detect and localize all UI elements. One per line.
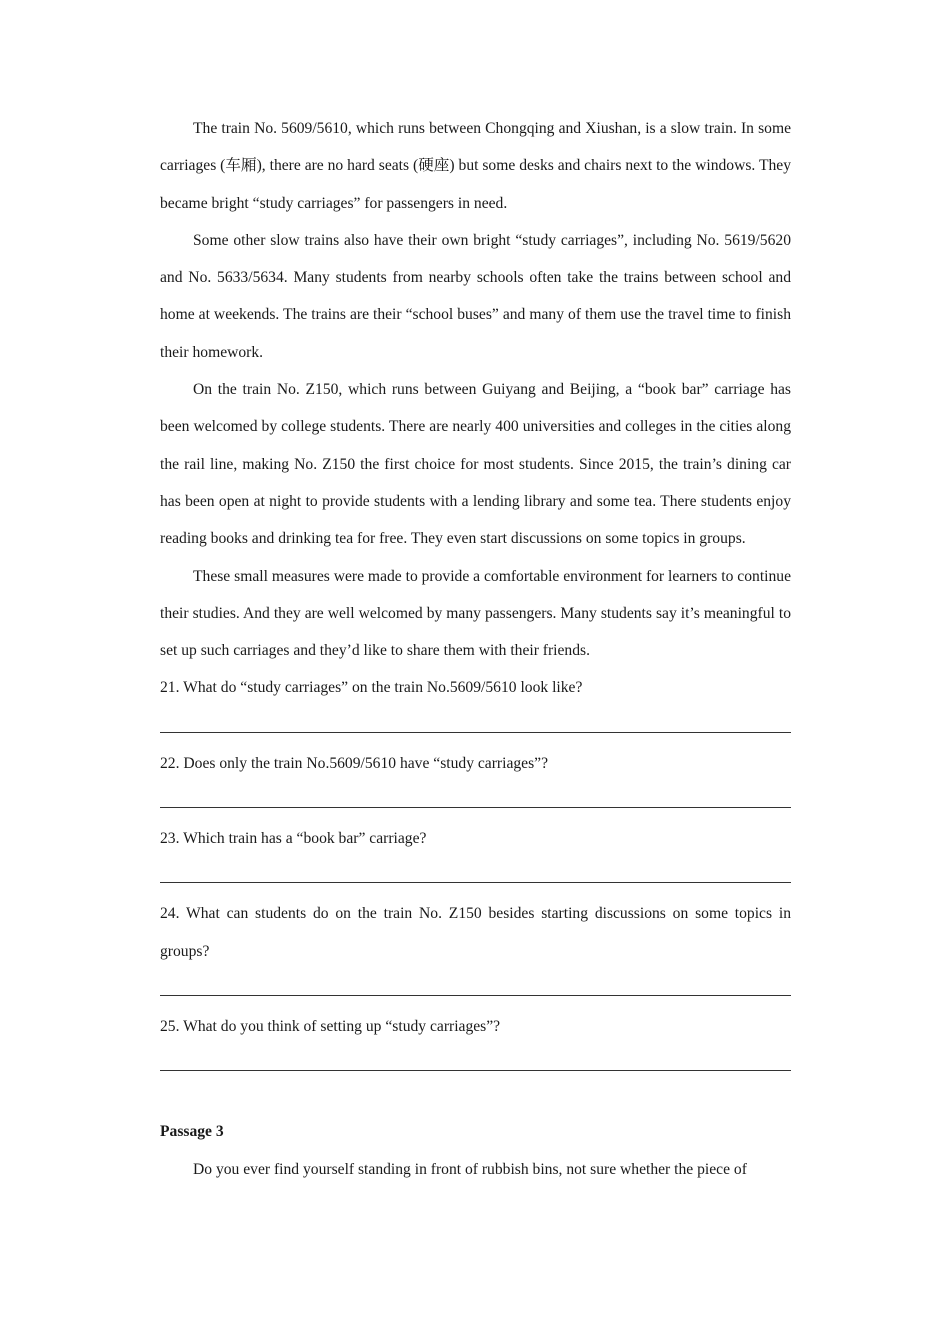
question-22: 22. Does only the train No.5609/5610 have “study carriages”? xyxy=(160,754,549,772)
answer-line-21[interactable] xyxy=(160,732,791,733)
question-25: 25. What do you think of setting up “study carriages”? xyxy=(160,1017,501,1035)
answer-line-22[interactable] xyxy=(160,807,791,808)
passage-3-first-line: Do you ever find yourself standing in front of rubbish bins, not sure whether the piece of xyxy=(193,1160,747,1178)
question-23: 23. Which train has a “book bar” carriage? xyxy=(160,830,427,848)
passage-3-heading: Passage 3 xyxy=(160,1123,224,1141)
question-24: 24. What can students do on the train No. Z150 besides starting discussions on some topics in groups? xyxy=(160,905,791,960)
document-page xyxy=(160,110,791,1188)
paragraph-4: These small measures were made to provide a comfortable environment for learners to continue their studies. And they are well welcomed by many passengers. Many students say it’s meaningful to set up such carriages and they’d like to share them with their friends. xyxy=(160,567,791,660)
paragraph-2: Some other slow trains also have their own bright “study carriages”, including No. 5619/5620 and No. 5633/5634. Many students from nearby schools often take the trains between school and home at weekends. The trains are their “school buses” and many of them use the travel time to finish their homework. xyxy=(160,231,791,361)
paragraph-1: The train No. 5609/5610, which runs between Chongqing and Xiushan, is a slow train. In some carriages (车厢), there are no hard seats (硬座) but some desks and chairs next to the windows. They became bright “study carriages” for passengers in need. xyxy=(160,120,791,212)
question-21: 21. What do “study carriages” on the train No.5609/5610 look like? xyxy=(160,679,583,697)
answer-line-24[interactable] xyxy=(160,995,791,996)
answer-line-25[interactable] xyxy=(160,1070,791,1071)
answer-line-23[interactable] xyxy=(160,882,791,883)
paragraph-3: On the train No. Z150, which runs between Guiyang and Beijing, a “book bar” carriage has been welcomed by college students. There are nearly 400 universities and colleges in the cities along the rail line, making No. Z150 the first choice for most students. Since 2015, the train’s dining car has been open at night to provide students with a lending library and some tea. There students enjoy reading books and drinking tea for free. They even start discussions on some topics in groups. xyxy=(160,381,791,548)
